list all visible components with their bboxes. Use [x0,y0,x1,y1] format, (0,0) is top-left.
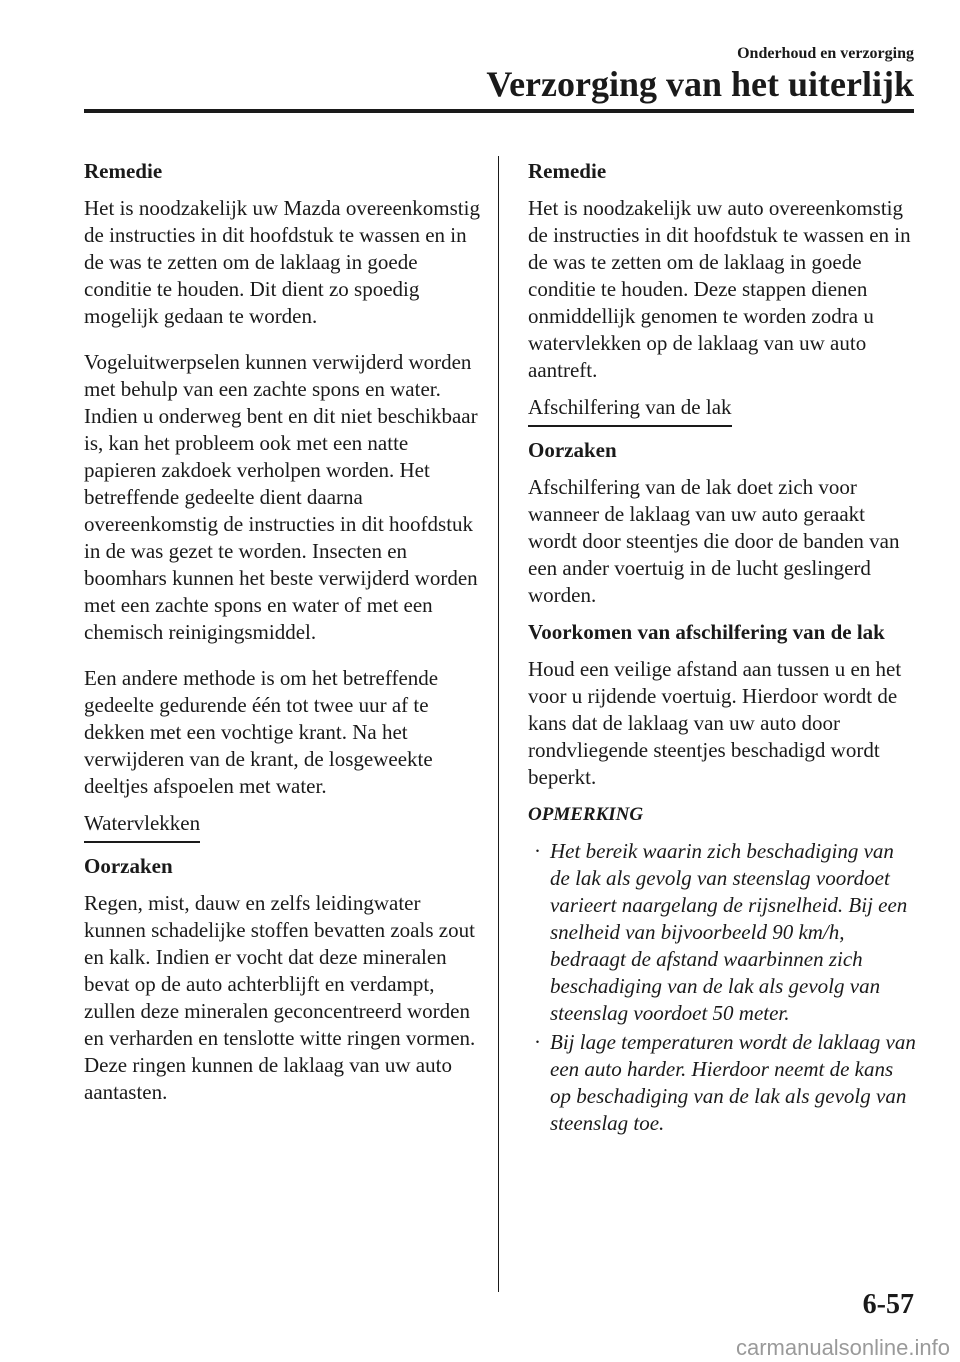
note-text: Bij lage temperaturen wordt de laklaag van een auto harder. Hierdoor neemt de kans op beschadiging van de lak als gevolg van steenslag toe. [550,1030,916,1135]
right-column [528,158,918,1139]
remedy-paragraph: Het is noodzakelijk uw auto overeenkomstig de instructies in dit hoofdstuk te wassen en in de was te zetten om de laklaag in goede conditie te houden. Deze stappen dienen onmiddellijk genomen te worden zodra u watervlekken op de laklaag van uw auto aantreft. [528,196,911,382]
watermark: carmanualsonline.info [735,1335,950,1360]
section-title-paint-chipping: Afschilfering van de lak [528,394,732,427]
bullet-icon: · [534,839,541,863]
page-number: 6-57 [862,1289,914,1320]
bullet-icon: · [534,1030,541,1054]
causes-paragraph: Regen, mist, dauw en zelfs leidingwater kunnen schadelijke stoffen bevatten zoals zout en kalk. Indien er vocht dat deze mineralen bevat op de auto achterblijft en verdampt, zullen deze mineralen geconcentreerd worden en verharden en tenslotte witte ringen vormen. Deze ringen kunnen de laklaag van uw auto aantasten. [84,891,476,1104]
prevention-paragraph: Houd een veilige afstand aan tussen u en het voor u rijdende voertuig. Hierdoor wordt de kans dat de laklaag van uw auto door rondvliegende steentjes beschadigd wordt beperkt. [528,657,902,789]
causes-heading: Oorzaken [528,438,617,462]
causes-paragraph: Afschilfering van de lak doet zich voor wanneer de laklaag van uw auto geraakt wordt door steentjes die door de banden van een ander voertuig in de lucht geslingerd worden. [528,475,900,607]
note-item [528,1029,918,1137]
left-column [84,158,480,1116]
column-divider [498,156,499,1292]
remedy-heading: Remedie [84,159,163,183]
note-list [528,838,918,1137]
header-divider [84,109,914,113]
remedy-heading: Remedie [528,159,607,183]
note-title: OPMERKING [528,804,644,825]
note-text: Het bereik waarin zich beschadiging van de lak als gevolg van steenslag voordoet varieert naargelang de rijsnelheid. Bij een snelheid van bijvoorbeeld 90 km/h, bedraagt de afstand waarbinnen zich beschadiging van de lak als gevolg van steenslag voordoet 50 meter. [550,839,908,1025]
page-title: Verzorging van het uiterlijk [486,64,914,104]
chapter-heading: Onderhoud en verzorging [737,45,914,62]
remedy-paragraph: Vogeluitwerpselen kunnen verwijderd worden met behulp van een zachte spons en water. Indien u onderweg bent en dit niet beschikbaar is, kan het probleem ook met een natte papieren zakdoek verholpen worden. Het betreffende gedeelte dient daarna overeenkomstig de instructies in dit hoofdstuk in de was gezet te worden. Insecten en boomhars kunnen het beste verwijderd worden met een zachte spons en water of met een chemisch reinigingsmiddel. [84,350,478,644]
prevention-heading: Voorkomen van afschilfering van de lak [528,620,885,644]
remedy-paragraph: Het is noodzakelijk uw Mazda overeenkomstig de instructies in dit hoofdstuk te wassen en in de was te zetten om de laklaag in goede conditie te houden. Dit dient zo spoedig mogelijk gedaan te worden. [84,196,480,328]
section-title-water-spots: Watervlekken [84,810,200,843]
remedy-paragraph: Een andere methode is om het betreffende gedeelte gedurende één tot twee uur af te dekken met een vochtige krant. Na het verwijderen van de krant, de losgeweekte deeltjes afspoelen met water. [84,666,439,798]
note-item [528,838,918,1027]
causes-heading: Oorzaken [84,854,173,878]
